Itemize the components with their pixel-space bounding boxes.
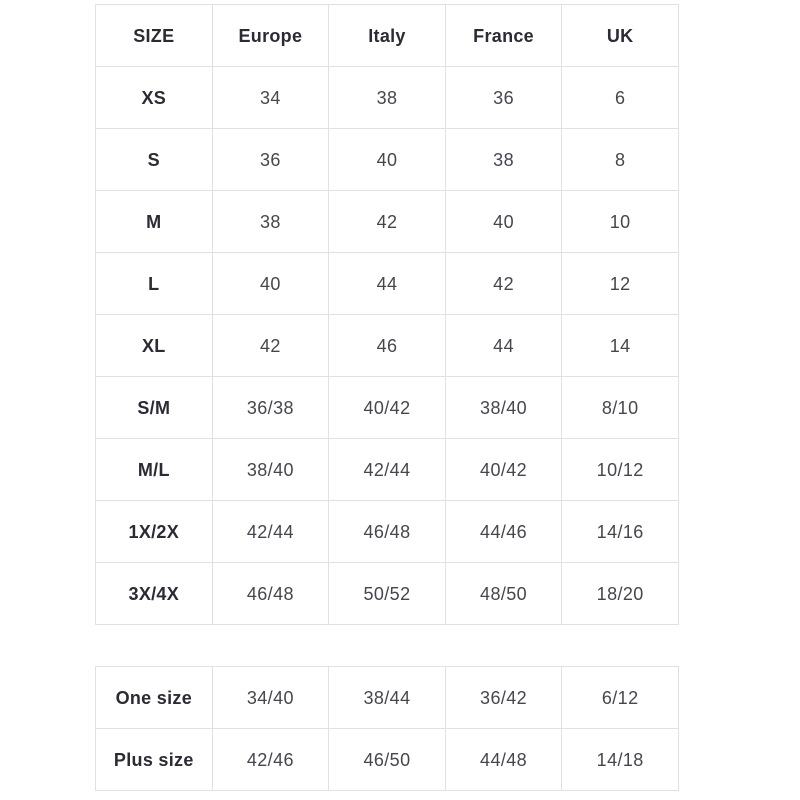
table-row [96,439,679,501]
size-value: 14 [562,315,679,377]
size-value: 12 [562,253,679,315]
size-value: 42/46 [212,729,329,791]
size-label: 3X/4X [96,563,213,625]
table-row [96,377,679,439]
table-row [96,67,679,129]
size-value: 6/12 [562,667,679,729]
size-value: 36/38 [212,377,329,439]
size-value: 46/48 [212,563,329,625]
size-label: Plus size [96,729,213,791]
size-value: 50/52 [329,563,446,625]
size-value: 44 [445,315,562,377]
size-value: 10 [562,191,679,253]
size-label: XS [96,67,213,129]
size-label: L [96,253,213,315]
size-value: 8/10 [562,377,679,439]
special-sizes-body [96,667,679,791]
size-value: 34 [212,67,329,129]
size-value: 34/40 [212,667,329,729]
size-value: 36 [212,129,329,191]
size-value: 42 [329,191,446,253]
size-value: 38/40 [212,439,329,501]
table-row [96,315,679,377]
size-value: 40/42 [445,439,562,501]
size-table-body [96,67,679,625]
size-value: 42 [445,253,562,315]
size-value: 18/20 [562,563,679,625]
size-conversion-table [95,4,679,625]
header-row [96,5,679,67]
size-value: 38 [445,129,562,191]
size-value: 42/44 [329,439,446,501]
size-value: 40 [329,129,446,191]
size-value: 6 [562,67,679,129]
size-label: S/M [96,377,213,439]
size-value: 38 [329,67,446,129]
size-value: 48/50 [445,563,562,625]
table-row [96,129,679,191]
table-row [96,667,679,729]
column-header: SIZE [96,5,213,67]
size-value: 42 [212,315,329,377]
size-value: 14/16 [562,501,679,563]
size-value: 14/18 [562,729,679,791]
size-value: 44/48 [445,729,562,791]
size-value: 10/12 [562,439,679,501]
column-header: Europe [212,5,329,67]
size-value: 44/46 [445,501,562,563]
table-row [96,563,679,625]
table-row [96,501,679,563]
size-value: 46/48 [329,501,446,563]
column-header: France [445,5,562,67]
size-value: 40 [212,253,329,315]
size-label: 1X/2X [96,501,213,563]
size-table-header [96,5,679,67]
table-row [96,253,679,315]
size-label: One size [96,667,213,729]
size-value: 46 [329,315,446,377]
size-label: M/L [96,439,213,501]
size-value: 46/50 [329,729,446,791]
column-header: Italy [329,5,446,67]
size-value: 38/40 [445,377,562,439]
special-sizes-table [95,666,679,791]
size-value: 38/44 [329,667,446,729]
size-value: 8 [562,129,679,191]
size-label: XL [96,315,213,377]
size-value: 42/44 [212,501,329,563]
size-value: 36 [445,67,562,129]
table-row [96,729,679,791]
size-value: 44 [329,253,446,315]
size-label: S [96,129,213,191]
size-value: 36/42 [445,667,562,729]
column-header: UK [562,5,679,67]
size-value: 40 [445,191,562,253]
size-value: 40/42 [329,377,446,439]
size-value: 38 [212,191,329,253]
table-row [96,191,679,253]
size-label: M [96,191,213,253]
